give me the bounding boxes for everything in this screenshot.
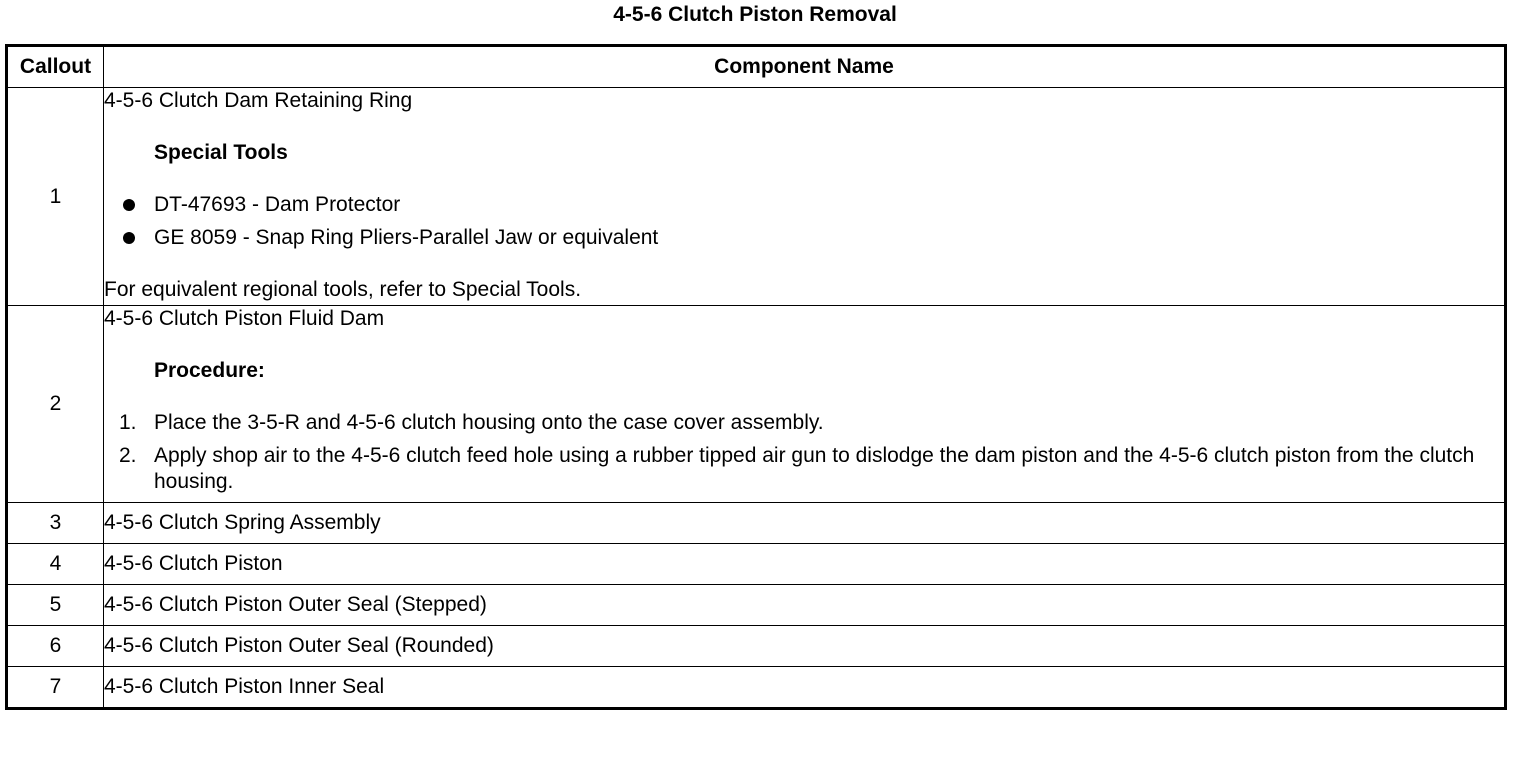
list-item xyxy=(104,410,1504,436)
list-item xyxy=(104,225,1504,251)
tool-text: GE 8059 - Snap Ring Pliers-Parallel Jaw or equivalent xyxy=(154,226,659,249)
procedure-heading: Procedure: xyxy=(154,359,265,382)
component-name: 4-5-6 Clutch Piston Outer Seal (Stepped) xyxy=(104,585,1506,626)
bullet-icon xyxy=(123,199,135,211)
tool-text: DT-47693 - Dam Protector xyxy=(154,193,401,216)
regional-tools-note: For equivalent regional tools, refer to Special Tools. xyxy=(104,278,582,301)
bullet-icon xyxy=(123,232,135,244)
list-item xyxy=(104,192,1504,218)
special-tools-heading: Special Tools xyxy=(154,141,288,164)
callout-cell: 4 xyxy=(7,544,104,585)
step-number: 1. xyxy=(119,411,137,434)
table-row xyxy=(7,626,1506,667)
callout-cell: 5 xyxy=(7,585,104,626)
table-row xyxy=(7,306,1506,503)
callout-cell: 7 xyxy=(7,667,104,709)
table-row xyxy=(7,667,1506,709)
header-callout: Callout xyxy=(7,46,104,88)
header-component-name: Component Name xyxy=(104,46,1506,88)
component-name: 4-5-6 Clutch Spring Assembly xyxy=(104,503,1506,544)
components-table xyxy=(5,44,1507,710)
component-name: 4-5-6 Clutch Piston Fluid Dam xyxy=(104,307,385,330)
table-row xyxy=(7,88,1506,306)
callout-cell: 1 xyxy=(7,88,104,306)
step-number: 2. xyxy=(119,444,137,467)
component-name: 4-5-6 Clutch Dam Retaining Ring xyxy=(104,89,413,112)
special-tools-list xyxy=(104,192,1504,251)
component-cell xyxy=(104,306,1506,503)
step-text: Apply shop air to the 4-5-6 clutch feed hole using a rubber tipped air gun to dislodge the dam piston and the 4-5-6 clutch piston from the clutch housing. xyxy=(154,444,1475,493)
callout-cell: 6 xyxy=(7,626,104,667)
table-row xyxy=(7,544,1506,585)
list-item xyxy=(104,443,1504,495)
table-row xyxy=(7,585,1506,626)
page-title: 4-5-6 Clutch Piston Removal xyxy=(613,3,897,26)
component-name: 4-5-6 Clutch Piston Inner Seal xyxy=(104,667,1506,709)
callout-cell: 2 xyxy=(7,306,104,503)
table-header-row xyxy=(7,46,1506,88)
component-name: 4-5-6 Clutch Piston Outer Seal (Rounded) xyxy=(104,626,1506,667)
component-name: 4-5-6 Clutch Piston xyxy=(104,544,1506,585)
table-row xyxy=(7,503,1506,544)
procedure-steps xyxy=(104,410,1504,495)
component-cell xyxy=(104,88,1506,306)
step-text: Place the 3-5-R and 4-5-6 clutch housing onto the case cover assembly. xyxy=(154,411,824,434)
callout-cell: 3 xyxy=(7,503,104,544)
